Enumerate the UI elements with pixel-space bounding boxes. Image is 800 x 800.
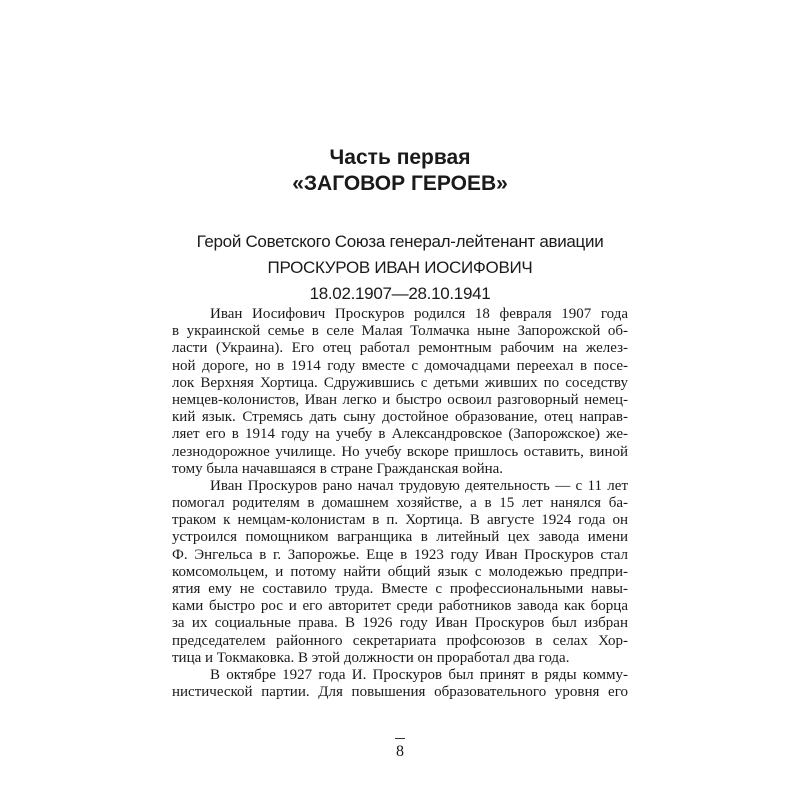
part-title: Часть первая xyxy=(329,146,471,169)
hero-rank: Герой Советского Союза генерал-лейтенант авиации xyxy=(196,232,604,251)
text-line: комсомольцем, и потому найти общий язык с молодежью предпри- xyxy=(172,563,628,580)
text-line: ной дороге, но в 1914 году вместе с домочадцами переехал в посе- xyxy=(172,357,628,374)
text-line: ками быстро рос и его авторитет среди работников завода как борца xyxy=(172,598,628,615)
text-line: лезнодорожное училище. Но учебу вскоре пришлось оставить, виной xyxy=(172,443,628,460)
text-line: Иван Проскуров рано начал трудовую деятельность — с 11 лет xyxy=(210,477,628,494)
text-line: в украинской семье в селе Малая Толмачка ныне Запорожской об- xyxy=(172,323,628,340)
text-line: председателем районного секретариата профсоюзов в селах Хор- xyxy=(172,632,628,649)
text-line: В октябре 1927 года И. Проскуров был принят в ряды комму- xyxy=(210,666,628,683)
text-line: устроился помощником вагранщика в литейный цех завода имени xyxy=(172,529,628,546)
text-line: тица и Токмаковка. В этой должности он проработал два года. xyxy=(172,649,570,666)
part-subtitle: «ЗАГОВОР ГЕРОЕВ» xyxy=(292,172,508,195)
text-line: Ф. Энгельса в г. Запорожье. Еще в 1923 году Иван Проскуров стал xyxy=(172,546,628,563)
text-line: немцев-колонистов, Иван легко и быстро освоил разговорный немец- xyxy=(172,391,628,408)
text-line: за их социальные права. В 1926 году Иван Проскуров был избран xyxy=(172,615,628,632)
page-number-rule xyxy=(395,738,405,739)
text-line: лок Верхняя Хортица. Сдружившись с детьми живших по соседству xyxy=(172,374,628,391)
text-line: ляет его в 1914 году на учебу в Александровское (Запорожское) же- xyxy=(172,426,628,443)
text-line: тому была начавшаяся в стране Гражданская война. xyxy=(172,460,504,477)
text-line: кий язык. Стремясь дать сыну достойное образование, отец направ- xyxy=(172,409,628,426)
text-line: Иван Иосифович Проскуров родился 18 февраля 1907 года xyxy=(210,306,628,322)
text-line: ласти (Украина). Его отец работал ремонтным рабочим на желез- xyxy=(172,340,628,357)
text-line: ятия ему не составило труда. Вместе с профессиональными навы- xyxy=(172,581,628,597)
text-line: траком к немцам-колонистам в п. Хортица. В августе 1924 года он xyxy=(172,512,628,529)
text-line: помогал родителям в домашнем хозяйстве, а в 15 лет нанялся ба- xyxy=(172,495,628,512)
body-text xyxy=(172,306,628,701)
hero-dates: 18.02.1907—28.10.1941 xyxy=(309,284,491,303)
page-number: 8 xyxy=(396,743,404,760)
text-line: нистической партии. Для повышения образовательного уровня его xyxy=(172,684,628,701)
hero-name: ПРОСКУРОВ ИВАН ИОСИФОВИЧ xyxy=(267,258,533,277)
